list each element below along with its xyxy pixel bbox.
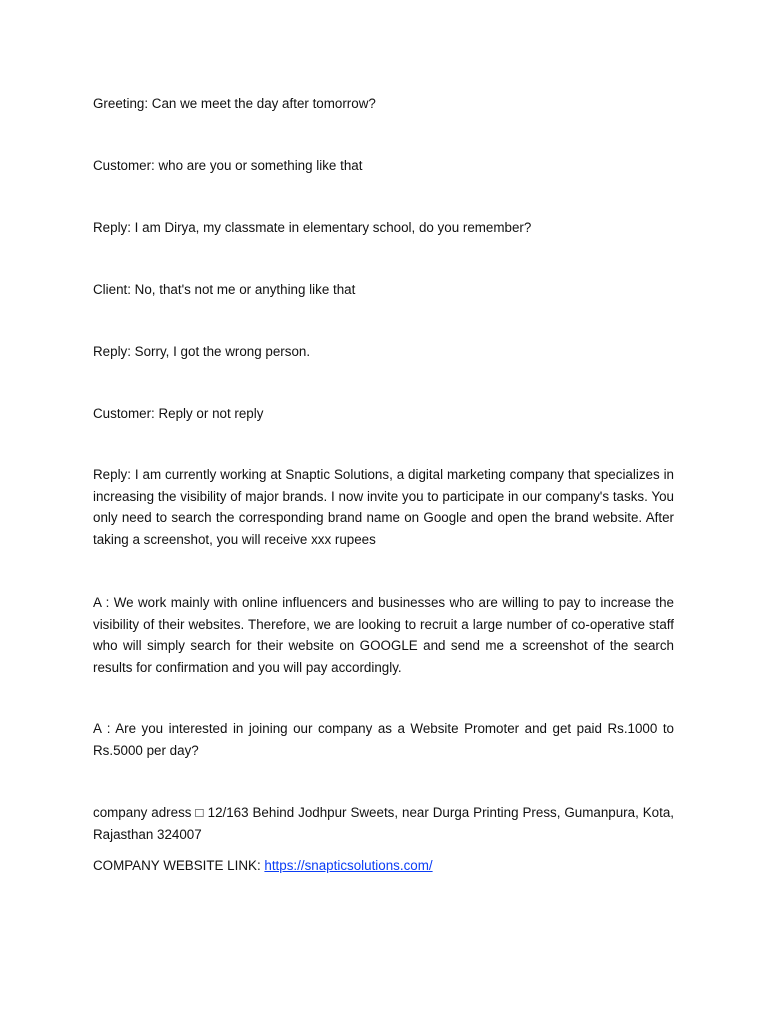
website-label: COMPANY WEBSITE LINK: (93, 858, 265, 873)
reply-paragraph-snaptic: Reply: I am currently working at Snaptic Solutions, a digital marketing company that specializes in increasing the visibility of major brands. I now invite you to participate in our company's tasks. You only need to search the corresponding brand name on Google and open the brand website. After taking a screenshot, you will receive xxx rupees (93, 467, 674, 548)
reply-line-1: Reply: I am Dirya, my classmate in elementary school, do you remember? (93, 220, 532, 235)
answer-paragraph-influencers: A : We work mainly with online influencers and businesses who are willing to pay to increase the visibility of their websites. Therefore, we are looking to recruit a large number of co-operative staff who will simply search for their website on GOOGLE and send me a screenshot of the search results for confirmation and you will pay accordingly. (93, 595, 674, 676)
answer-paragraph-promoter: A : Are you interested in joining our company as a Website Promoter and get paid Rs.1000 to Rs.5000 per day? (93, 721, 674, 758)
reply-line-2: Reply: Sorry, I got the wrong person. (93, 344, 311, 359)
client-line: Client: No, that's not me or anything like that (93, 282, 356, 297)
customer-line-1: Customer: who are you or something like that (93, 158, 363, 173)
greeting-line: Greeting: Can we meet the day after tomorrow? (93, 96, 376, 111)
company-address: company adress □ 12/163 Behind Jodhpur Sweets, near Durga Printing Press, Gumanpura, Kota, Rajasthan 324007 (93, 805, 674, 842)
website-line (93, 855, 674, 877)
customer-line-2: Customer: Reply or not reply (93, 406, 264, 421)
website-link[interactable]: https://snapticsolutions.com/ (264, 858, 433, 873)
